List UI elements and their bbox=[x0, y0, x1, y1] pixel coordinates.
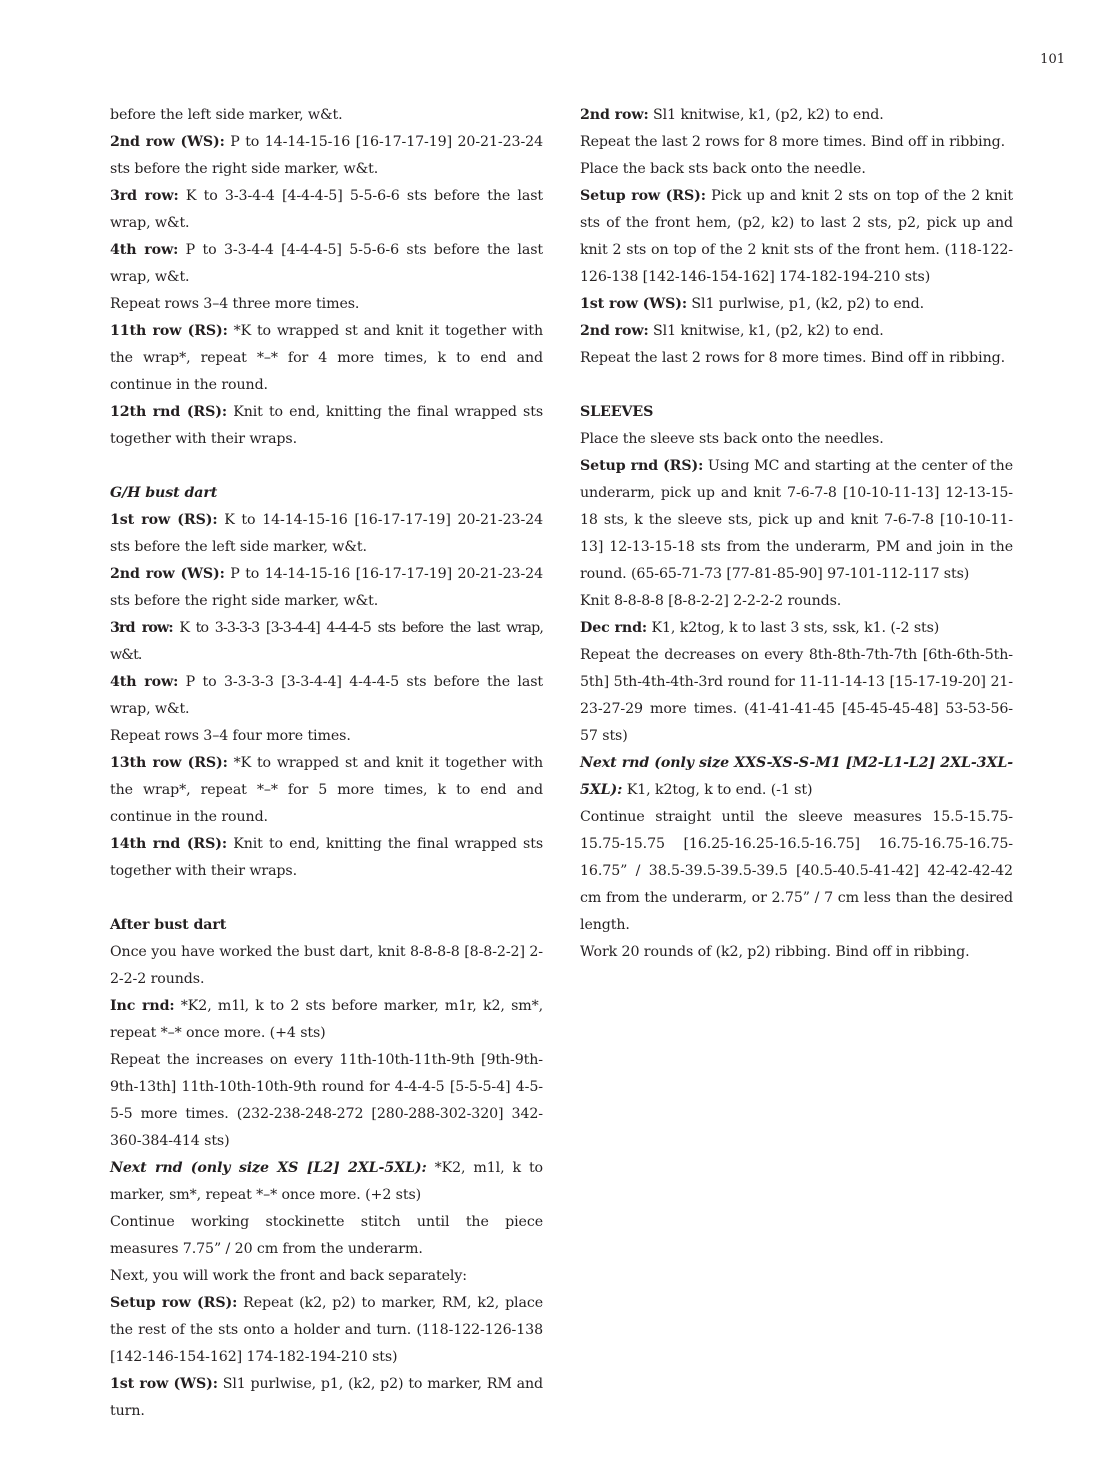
body-text: Repeat rows 3–4 four more times. bbox=[110, 728, 351, 744]
bold-label: Setup row (RS): bbox=[580, 188, 706, 204]
bold-italic-heading: Next rnd (only size XXS-XS-S-M1 [M2-L1-L2] 2XL-3XL-5XL): bbox=[580, 755, 1013, 798]
pattern-paragraph bbox=[110, 1155, 543, 1209]
pattern-paragraph bbox=[580, 291, 1013, 318]
body-text: *K to wrapped st and knit it together with the wrap*, repeat *–* for 5 more times, k to end and continue in the round. bbox=[110, 755, 543, 825]
pattern-paragraph bbox=[580, 939, 1013, 966]
pattern-paragraph bbox=[580, 183, 1013, 291]
body-text: *K2, m1l, k to 2 sts before marker, m1r, k2, sm*, repeat *–* once more. (+4 sts) bbox=[110, 998, 544, 1041]
pattern-paragraph bbox=[110, 1263, 543, 1290]
bold-label: Dec rnd: bbox=[580, 620, 648, 636]
pattern-paragraph bbox=[580, 642, 1013, 750]
pattern-paragraph bbox=[110, 102, 543, 129]
pattern-paragraph bbox=[110, 480, 543, 507]
pattern-paragraph bbox=[110, 831, 543, 885]
bold-italic-heading: G/H bust dart bbox=[110, 485, 218, 501]
bold-label: 1st row (WS): bbox=[580, 296, 687, 312]
body-text: Pick up and knit 2 sts on top of the 2 knit sts of the front hem, (p2, k2) to last 2 sts, p2, pick up and knit 2 sts on top of the 2 knit sts of the front hem. (118-122-126-138 [142-146-154-162] 174-182-194-210 sts) bbox=[580, 188, 1013, 285]
pattern-paragraph bbox=[110, 1209, 543, 1263]
pattern-paragraph bbox=[110, 1290, 543, 1371]
page-number: 101 bbox=[1040, 52, 1065, 67]
body-text: *K2, m1l, k to marker, sm*, repeat *–* once more. (+2 sts) bbox=[110, 1160, 543, 1203]
pattern-paragraph bbox=[580, 156, 1013, 183]
pattern-paragraph bbox=[580, 399, 1013, 426]
bold-label: Inc rnd: bbox=[110, 998, 175, 1014]
pattern-paragraph bbox=[110, 993, 543, 1047]
bold-label: 2nd row (WS): bbox=[110, 566, 225, 582]
pattern-paragraph bbox=[580, 750, 1013, 804]
bold-label: 1st row (RS): bbox=[110, 512, 218, 528]
pattern-paragraph bbox=[580, 588, 1013, 615]
body-text: P to 14-14-15-16 [16-17-17-19] 20-21-23-24 sts before the right side marker, w&t. bbox=[110, 566, 544, 609]
pattern-paragraph bbox=[110, 939, 543, 993]
pattern-paragraph bbox=[580, 426, 1013, 453]
pattern-paragraph bbox=[580, 615, 1013, 642]
pattern-paragraph bbox=[110, 129, 543, 183]
pattern-paragraph bbox=[110, 318, 543, 399]
bold-label: 11th row (RS): bbox=[110, 323, 228, 339]
body-text: Knit to end, knitting the final wrapped sts together with their wraps. bbox=[110, 404, 544, 447]
pattern-paragraph bbox=[580, 318, 1013, 345]
body-text: Repeat the increases on every 11th-10th-11th-9th [9th-9th-9th-13th] 11th-10th-10th-9th round for 4-4-4-5 [5-5-5-4] 4-5-5-5 more times. (232-238-248-272 [280-288-302-320] 342-360-384-414 sts) bbox=[110, 1052, 543, 1149]
body-text: Sl1 purlwise, p1, (k2, p2) to end. bbox=[686, 296, 925, 312]
bold-italic-heading: Next rnd (only size XS [L2] 2XL-5XL): bbox=[110, 1160, 427, 1176]
pattern-paragraph bbox=[110, 507, 543, 561]
bold-label: Setup rnd (RS): bbox=[580, 458, 704, 474]
bold-label: Setup row (RS): bbox=[110, 1295, 238, 1311]
bold-label: 4th row: bbox=[110, 242, 179, 258]
body-text: Next, you will work the front and back separately: bbox=[110, 1268, 467, 1284]
body-text: Work 20 rounds of (k2, p2) ribbing. Bind off in ribbing. bbox=[580, 944, 970, 960]
right-text-column bbox=[580, 102, 1013, 966]
pattern-paragraph bbox=[110, 723, 543, 750]
body-text: P to 3-3-3-3 [3-3-4-4] 4-4-4-5 sts before the last wrap, w&t. bbox=[110, 674, 543, 717]
body-text: Repeat the last 2 rows for 8 more times. Bind off in ribbing. bbox=[580, 134, 1006, 150]
pattern-paragraph bbox=[110, 750, 543, 831]
body-text: Repeat rows 3–4 three more times. bbox=[110, 296, 360, 312]
body-text: K1, k2tog, k to last 3 sts, ssk, k1. (-2 sts) bbox=[647, 620, 940, 636]
body-text: Repeat the decreases on every 8th-8th-7th-7th [6th-6th-5th-5th] 5th-4th-4th-3rd round for 11-11-14-13 [15-17-19-20] 21-23-27-29 more times. (41-41-41-45 [45-45-45-48] 53-53-56-57 sts) bbox=[580, 647, 1013, 744]
body-text: Once you have worked the bust dart, knit 8-8-8-8 [8-8-2-2] 2-2-2-2 rounds. bbox=[110, 944, 543, 987]
pattern-paragraph bbox=[580, 102, 1013, 129]
bold-label: 2nd row (WS): bbox=[110, 134, 225, 150]
bold-label: SLEEVES bbox=[580, 404, 654, 420]
pattern-paragraph bbox=[110, 615, 543, 669]
pattern-paragraph bbox=[110, 912, 543, 939]
body-text: Continue straight until the sleeve measures 15.5-15.75-15.75-15.75 [16.25-16.25-16.5-16.75] 16.75-16.75-16.75-16.75” / 38.5-39.5-39.5-39.5 [40.5-40.5-41-42] 42-42-42-42 cm from the underarm, or 2.75” / 7 cm less than the desired length. bbox=[580, 809, 1013, 933]
bold-label: 1st row (WS): bbox=[110, 1376, 218, 1392]
body-text: Sl1 knitwise, k1, (p2, k2) to end. bbox=[648, 107, 884, 123]
body-text: P to 14-14-15-16 [16-17-17-19] 20-21-23-24 sts before the right side marker, w&t. bbox=[110, 134, 544, 177]
pattern-paragraph bbox=[110, 399, 543, 453]
body-text: Repeat (k2, p2) to marker, RM, k2, place the rest of the sts onto a holder and turn. (118-122-126-138 [142-146-154-162] 174-182-194-210 sts) bbox=[110, 1295, 543, 1365]
pattern-paragraph bbox=[110, 291, 543, 318]
pattern-paragraph bbox=[580, 804, 1013, 939]
pattern-paragraph bbox=[580, 345, 1013, 372]
body-text: Place the back sts back onto the needle. bbox=[580, 161, 866, 177]
pattern-paragraph bbox=[110, 183, 543, 237]
bold-label: 12th rnd (RS): bbox=[110, 404, 228, 420]
pattern-paragraph bbox=[110, 561, 543, 615]
body-text: K to 14-14-15-16 [16-17-17-19] 20-21-23-24 sts before the left side marker, w&t. bbox=[110, 512, 544, 555]
pattern-paragraph bbox=[110, 1371, 543, 1425]
body-text: P to 3-3-4-4 [4-4-4-5] 5-5-6-6 sts before the last wrap, w&t. bbox=[110, 242, 543, 285]
body-text: K1, k2tog, k to end. (-1 st) bbox=[622, 782, 813, 798]
bold-label: 14th rnd (RS): bbox=[110, 836, 228, 852]
body-text: Knit to end, knitting the final wrapped sts together with their wraps. bbox=[110, 836, 544, 879]
body-text: before the left side marker, w&t. bbox=[110, 107, 343, 123]
pattern-paragraph bbox=[580, 129, 1013, 156]
body-text: K to 3-3-4-4 [4-4-4-5] 5-5-6-6 sts before the last wrap, w&t. bbox=[110, 188, 543, 231]
body-text: *K to wrapped st and knit it together with the wrap*, repeat *–* for 4 more times, k to end and continue in the round. bbox=[110, 323, 543, 393]
left-text-column bbox=[110, 102, 543, 1425]
bold-label: 2nd row: bbox=[580, 107, 649, 123]
body-text: K to 3-3-3-3 [3-3-4-4] 4-4-4-5 sts before the last wrap, w&t. bbox=[110, 620, 543, 663]
pattern-paragraph bbox=[110, 237, 543, 291]
body-text: Place the sleeve sts back onto the needles. bbox=[580, 431, 884, 447]
body-text: Sl1 purlwise, p1, (k2, p2) to marker, RM and turn. bbox=[110, 1376, 544, 1419]
body-text: Using MC and starting at the center of the underarm, pick up and knit 7-6-7-8 [10-10-11-13] 12-13-15-18 sts, k the sleeve sts, pick up and knit 7-6-7-8 [10-10-11-13] 12-13-15-18 sts from the underarm, PM and join in the round. (65-65-71-73 [77-81-85-90] 97-101-112-117 sts) bbox=[580, 458, 1013, 582]
body-text: Repeat the last 2 rows for 8 more times. Bind off in ribbing. bbox=[580, 350, 1006, 366]
pattern-paragraph bbox=[580, 453, 1013, 588]
bold-label: 3rd row: bbox=[110, 188, 179, 204]
bold-label: 13th row (RS): bbox=[110, 755, 228, 771]
bold-label: 4th row: bbox=[110, 674, 179, 690]
bold-label: After bust dart bbox=[110, 917, 227, 933]
bold-label: 3rd row: bbox=[110, 620, 173, 636]
pattern-paragraph bbox=[110, 1047, 543, 1155]
pattern-paragraph bbox=[110, 669, 543, 723]
body-text: Sl1 knitwise, k1, (p2, k2) to end. bbox=[648, 323, 884, 339]
body-text: Continue working stockinette stitch until the piece measures 7.75” / 20 cm from the underarm. bbox=[110, 1214, 543, 1257]
body-text: Knit 8-8-8-8 [8-8-2-2] 2-2-2-2 rounds. bbox=[580, 593, 842, 609]
bold-label: 2nd row: bbox=[580, 323, 649, 339]
